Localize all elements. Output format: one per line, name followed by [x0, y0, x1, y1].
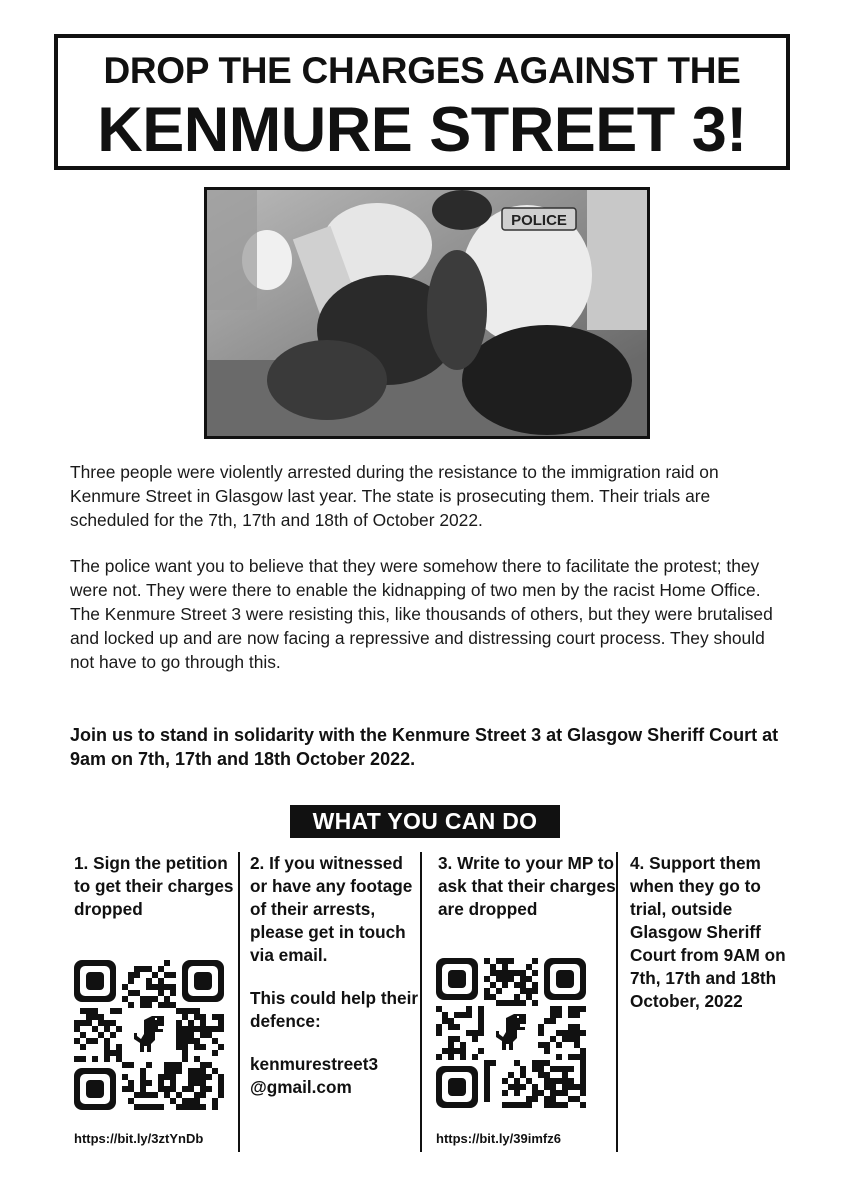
paragraph-police: The police want you to believe that they were somehow there to facilitate the protest; they were not. They were there to enable the kidnapping of two men by the racist Home Office. The Kenmure Street 3 were resisting this, like thousands of others, but they were brutalised and locked up and are now facing a repressive and distressing court process. They should not have to go through this.: [70, 556, 773, 672]
action-2-defence-text: This could help their defence:: [250, 988, 419, 1031]
action-column-4: [616, 852, 796, 1152]
petition-link[interactable]: https://bit.ly/3ztYnDb: [74, 1131, 204, 1146]
action-3-text: 3. Write to your MP to ask that their charges are dropped: [438, 853, 616, 919]
paragraph-arrests: Three people were violently arrested during the resistance to the immigration raid on Kenmure Street in Glasgow last year. The state is prosecuting them. Their trials are scheduled for the 7th, 17th and 18th of October 2022.: [70, 462, 719, 530]
police-vest-label: POLICE: [511, 212, 567, 229]
title-line-2: KENMURE STREET 3!: [97, 95, 747, 165]
action-column-2: [238, 852, 420, 1152]
dinosaur-icon: [124, 1010, 174, 1060]
title-box: [54, 34, 790, 170]
mp-letter-link[interactable]: https://bit.ly/39imfz6: [436, 1131, 561, 1146]
petition-qr-code[interactable]: [74, 960, 224, 1110]
action-1-text: 1. Sign the petition to get their charges dropped: [74, 853, 234, 919]
action-2-text: 2. If you witnessed or have any footage of their arrests, please get in touch via email.: [250, 853, 413, 965]
mp-letter-qr-code[interactable]: [436, 958, 586, 1108]
section-heading: WHAT YOU CAN DO: [290, 805, 560, 838]
photo-illustration: [207, 190, 647, 436]
arrest-photo: [204, 187, 650, 439]
email-address-line-2[interactable]: @gmail.com: [250, 1077, 352, 1097]
action-4-text: 4. Support them when they go to trial, outside Glasgow Sheriff Court from 9AM on 7th, 17th and 18th October, 2022: [630, 853, 786, 1011]
call-to-action: Join us to stand in solidarity with the Kenmure Street 3 at Glasgow Sheriff Court at 9am on 7th, 17th and 18th October 2022.: [70, 725, 779, 769]
email-address-line-1[interactable]: kenmurestreet3: [250, 1054, 379, 1074]
title-line-1: DROP THE CHARGES AGAINST THE: [103, 50, 741, 91]
dinosaur-icon: [486, 1008, 536, 1058]
